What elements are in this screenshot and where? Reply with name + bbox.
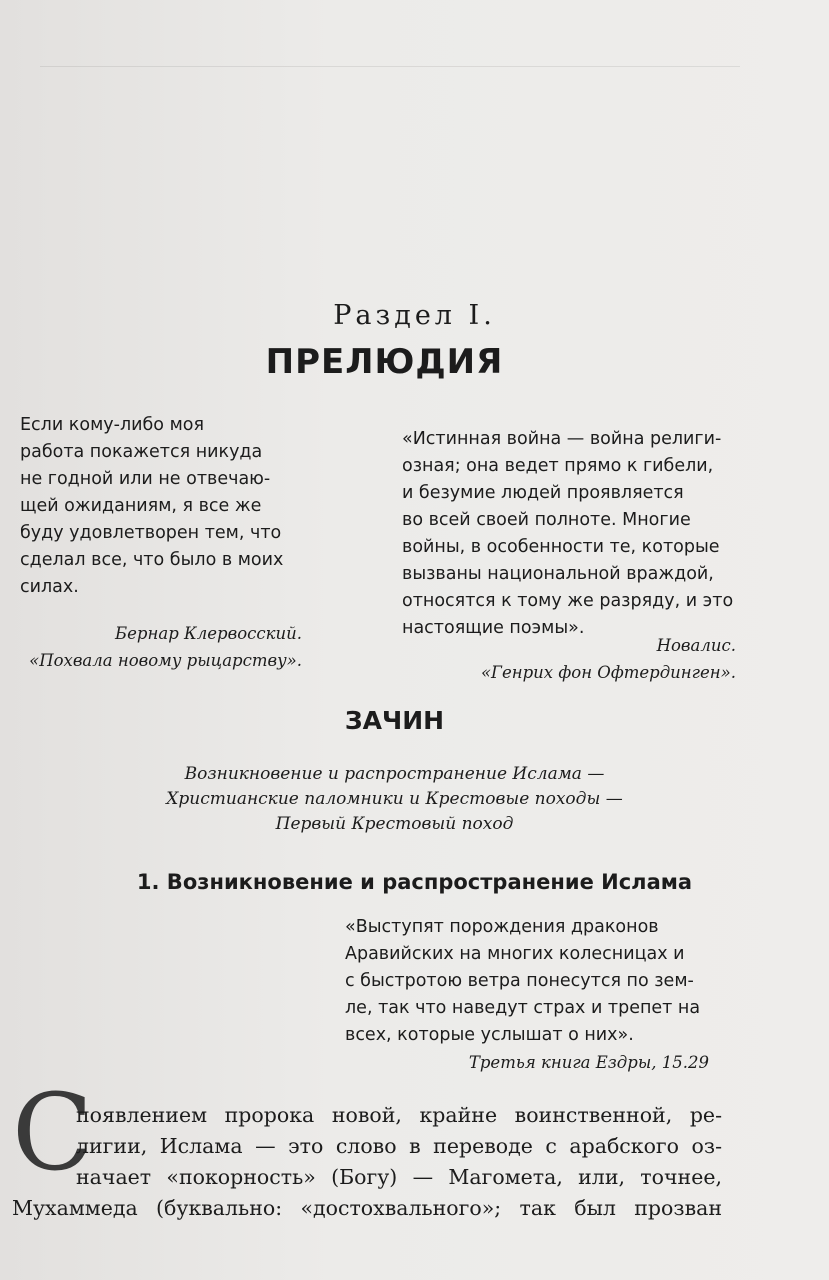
epigraph-left-source: «Похвала новому рыцарству». bbox=[29, 651, 302, 670]
epigraph-right-line: во всей своей полноте. Многие bbox=[402, 510, 691, 530]
body-line: Мухаммеда (буквально: «достохвального»; так был прозван bbox=[12, 1196, 722, 1220]
section-title: ПРЕЛЮДИЯ bbox=[265, 342, 504, 382]
subsection-epigraph-source: Третья книга Ездры, 15.29 bbox=[468, 1053, 709, 1072]
epigraph-left-line: не годной или не отвечаю- bbox=[20, 469, 271, 489]
drop-cap: С bbox=[12, 1071, 94, 1194]
subsection-epigraph bbox=[345, 914, 725, 1049]
chapter-subtitle-line: Возникновение и распространение Ислама — bbox=[184, 764, 605, 784]
epigraph-left-author: Бернар Клервосский. bbox=[115, 624, 302, 643]
epigraph-left-line: Если кому-либо моя bbox=[20, 415, 205, 435]
subsection-epigraph-line: Аравийских на многих колесницах и bbox=[345, 944, 685, 964]
epigraph-right-source: «Генрих фон Офтердинген». bbox=[480, 663, 736, 682]
epigraph-right-line: относятся к тому же разряду, и это bbox=[402, 591, 734, 611]
chapter-subtitles bbox=[0, 762, 789, 837]
subsection-heading: 1. Возникновение и распространение Ислама bbox=[136, 870, 693, 894]
body-line: начает «покорность» (Богу) — Магомета, или, точнее, bbox=[76, 1165, 722, 1189]
subsection-epigraph-line: ле, так что наведут страх и трепет на bbox=[345, 998, 701, 1018]
epigraph-right-line: настоящие поэмы». bbox=[402, 618, 585, 638]
chapter-title: ЗАЧИН bbox=[344, 706, 445, 735]
epigraph-left-line: силах. bbox=[20, 577, 79, 597]
epigraph-right-attribution bbox=[402, 632, 736, 686]
body-line: появлением пророка новой, крайне воинственной, ре- bbox=[76, 1103, 722, 1127]
body-line: лигии, Ислама — это слово в переводе с арабского оз- bbox=[76, 1134, 722, 1158]
epigraph-left-attribution bbox=[20, 620, 302, 674]
epigraph-right-line: озная; она ведет прямо к гибели, bbox=[402, 456, 714, 476]
epigraph-left-line: щей ожиданиям, я все же bbox=[20, 496, 262, 516]
subsection-epigraph-line: с быстротою ветра понесутся по зем- bbox=[345, 971, 694, 991]
epigraph-left-line: буду удовлетворен тем, что bbox=[20, 523, 282, 543]
epigraph-right-line: вызваны национальной враждой, bbox=[402, 564, 714, 584]
epigraph-left-line: работа покажется никуда bbox=[20, 442, 263, 462]
section-label: Раздел I. bbox=[333, 300, 496, 331]
epigraph-right-line: «Истинная война — война религи- bbox=[402, 429, 722, 449]
epigraph-right-line: войны, в особенности те, которые bbox=[402, 537, 720, 557]
epigraph-right bbox=[402, 426, 742, 642]
header-rule-bleedthrough bbox=[40, 66, 740, 67]
subsection-epigraph-line: «Выступят порождения драконов bbox=[345, 917, 659, 937]
subsection-epigraph-line: всех, которые услышат о них». bbox=[345, 1025, 634, 1045]
epigraph-right-line: и безумие людей проявляется bbox=[402, 483, 684, 503]
epigraph-left bbox=[20, 412, 310, 601]
body-paragraph bbox=[12, 1100, 722, 1224]
epigraph-left-line: сделал все, что было в моих bbox=[20, 550, 284, 570]
chapter-subtitle-line: Первый Крестовый поход bbox=[275, 814, 514, 834]
epigraph-right-author: Новалис. bbox=[656, 636, 736, 655]
chapter-subtitle-line: Христианские паломники и Крестовые походы — bbox=[166, 789, 623, 809]
